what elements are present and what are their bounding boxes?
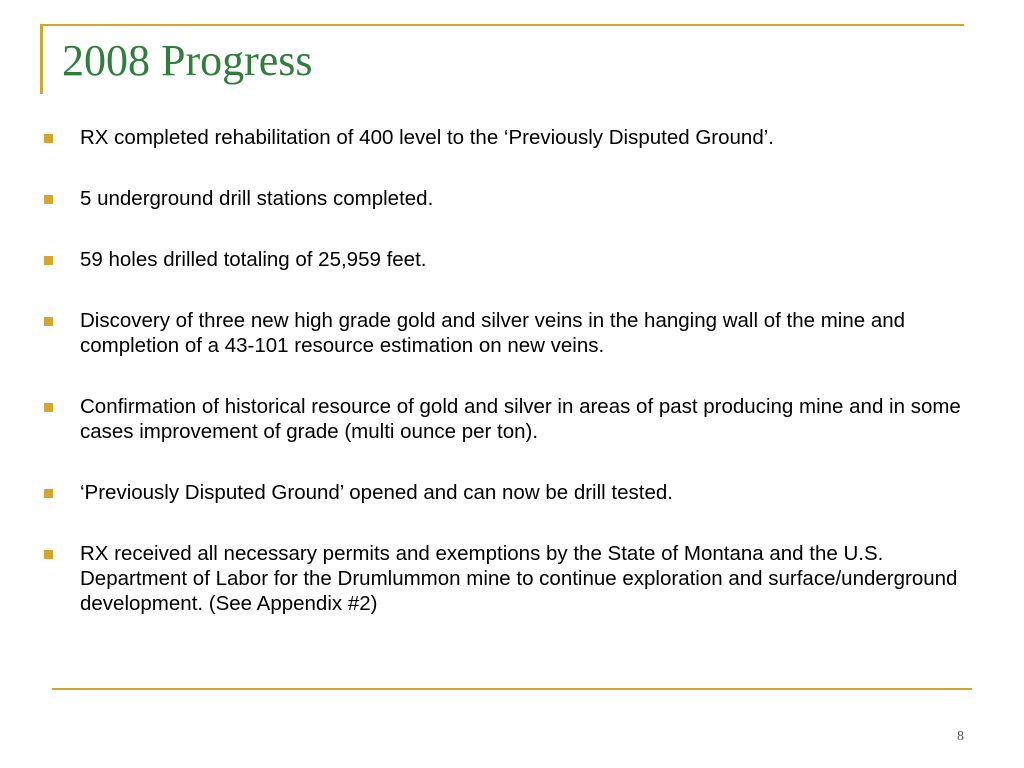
bullet-text: 5 underground drill stations completed. bbox=[80, 187, 434, 210]
square-bullet-icon bbox=[44, 317, 53, 326]
bullet-item-7 bbox=[44, 541, 994, 616]
page-number: 8 bbox=[957, 729, 964, 744]
slide-title: 2008 Progress bbox=[62, 36, 313, 85]
square-bullet-icon bbox=[44, 256, 53, 265]
bullet-text: ‘Previously Disputed Ground’ opened and can now be drill tested. bbox=[80, 481, 673, 504]
bullet-text: RX completed rehabilitation of 400 level to the ‘Previously Disputed Ground’. bbox=[80, 126, 774, 149]
title-frame-top-line bbox=[40, 24, 964, 26]
square-bullet-icon bbox=[44, 134, 53, 143]
bullet-item-6 bbox=[44, 480, 994, 505]
bullet-item-2 bbox=[44, 186, 994, 211]
bullet-text: Confirmation of historical resource of gold and silver in areas of past producing mine and in some cases improvement of grade (multi ounce per ton). bbox=[80, 395, 961, 443]
title-frame-left-line bbox=[40, 24, 43, 94]
bullet-item-1 bbox=[44, 125, 994, 150]
bullet-item-3 bbox=[44, 247, 994, 272]
square-bullet-icon bbox=[44, 550, 53, 559]
bullet-item-5 bbox=[44, 394, 994, 444]
bullet-list bbox=[44, 125, 994, 652]
bullet-text: Discovery of three new high grade gold and silver veins in the hanging wall of the mine and completion of a 43-101 resource estimation on new veins. bbox=[80, 309, 906, 357]
square-bullet-icon bbox=[44, 195, 53, 204]
bullet-item-4 bbox=[44, 308, 994, 358]
bullet-text: RX received all necessary permits and exemptions by the State of Montana and the U.S. Department of Labor for the Drumlummon mine to continue exploration and surface/underground development. (See Appendix #2) bbox=[80, 542, 958, 615]
footer-divider bbox=[52, 688, 972, 690]
square-bullet-icon bbox=[44, 403, 53, 412]
bullet-text: 59 holes drilled totaling of 25,959 feet. bbox=[80, 248, 427, 271]
square-bullet-icon bbox=[44, 489, 53, 498]
